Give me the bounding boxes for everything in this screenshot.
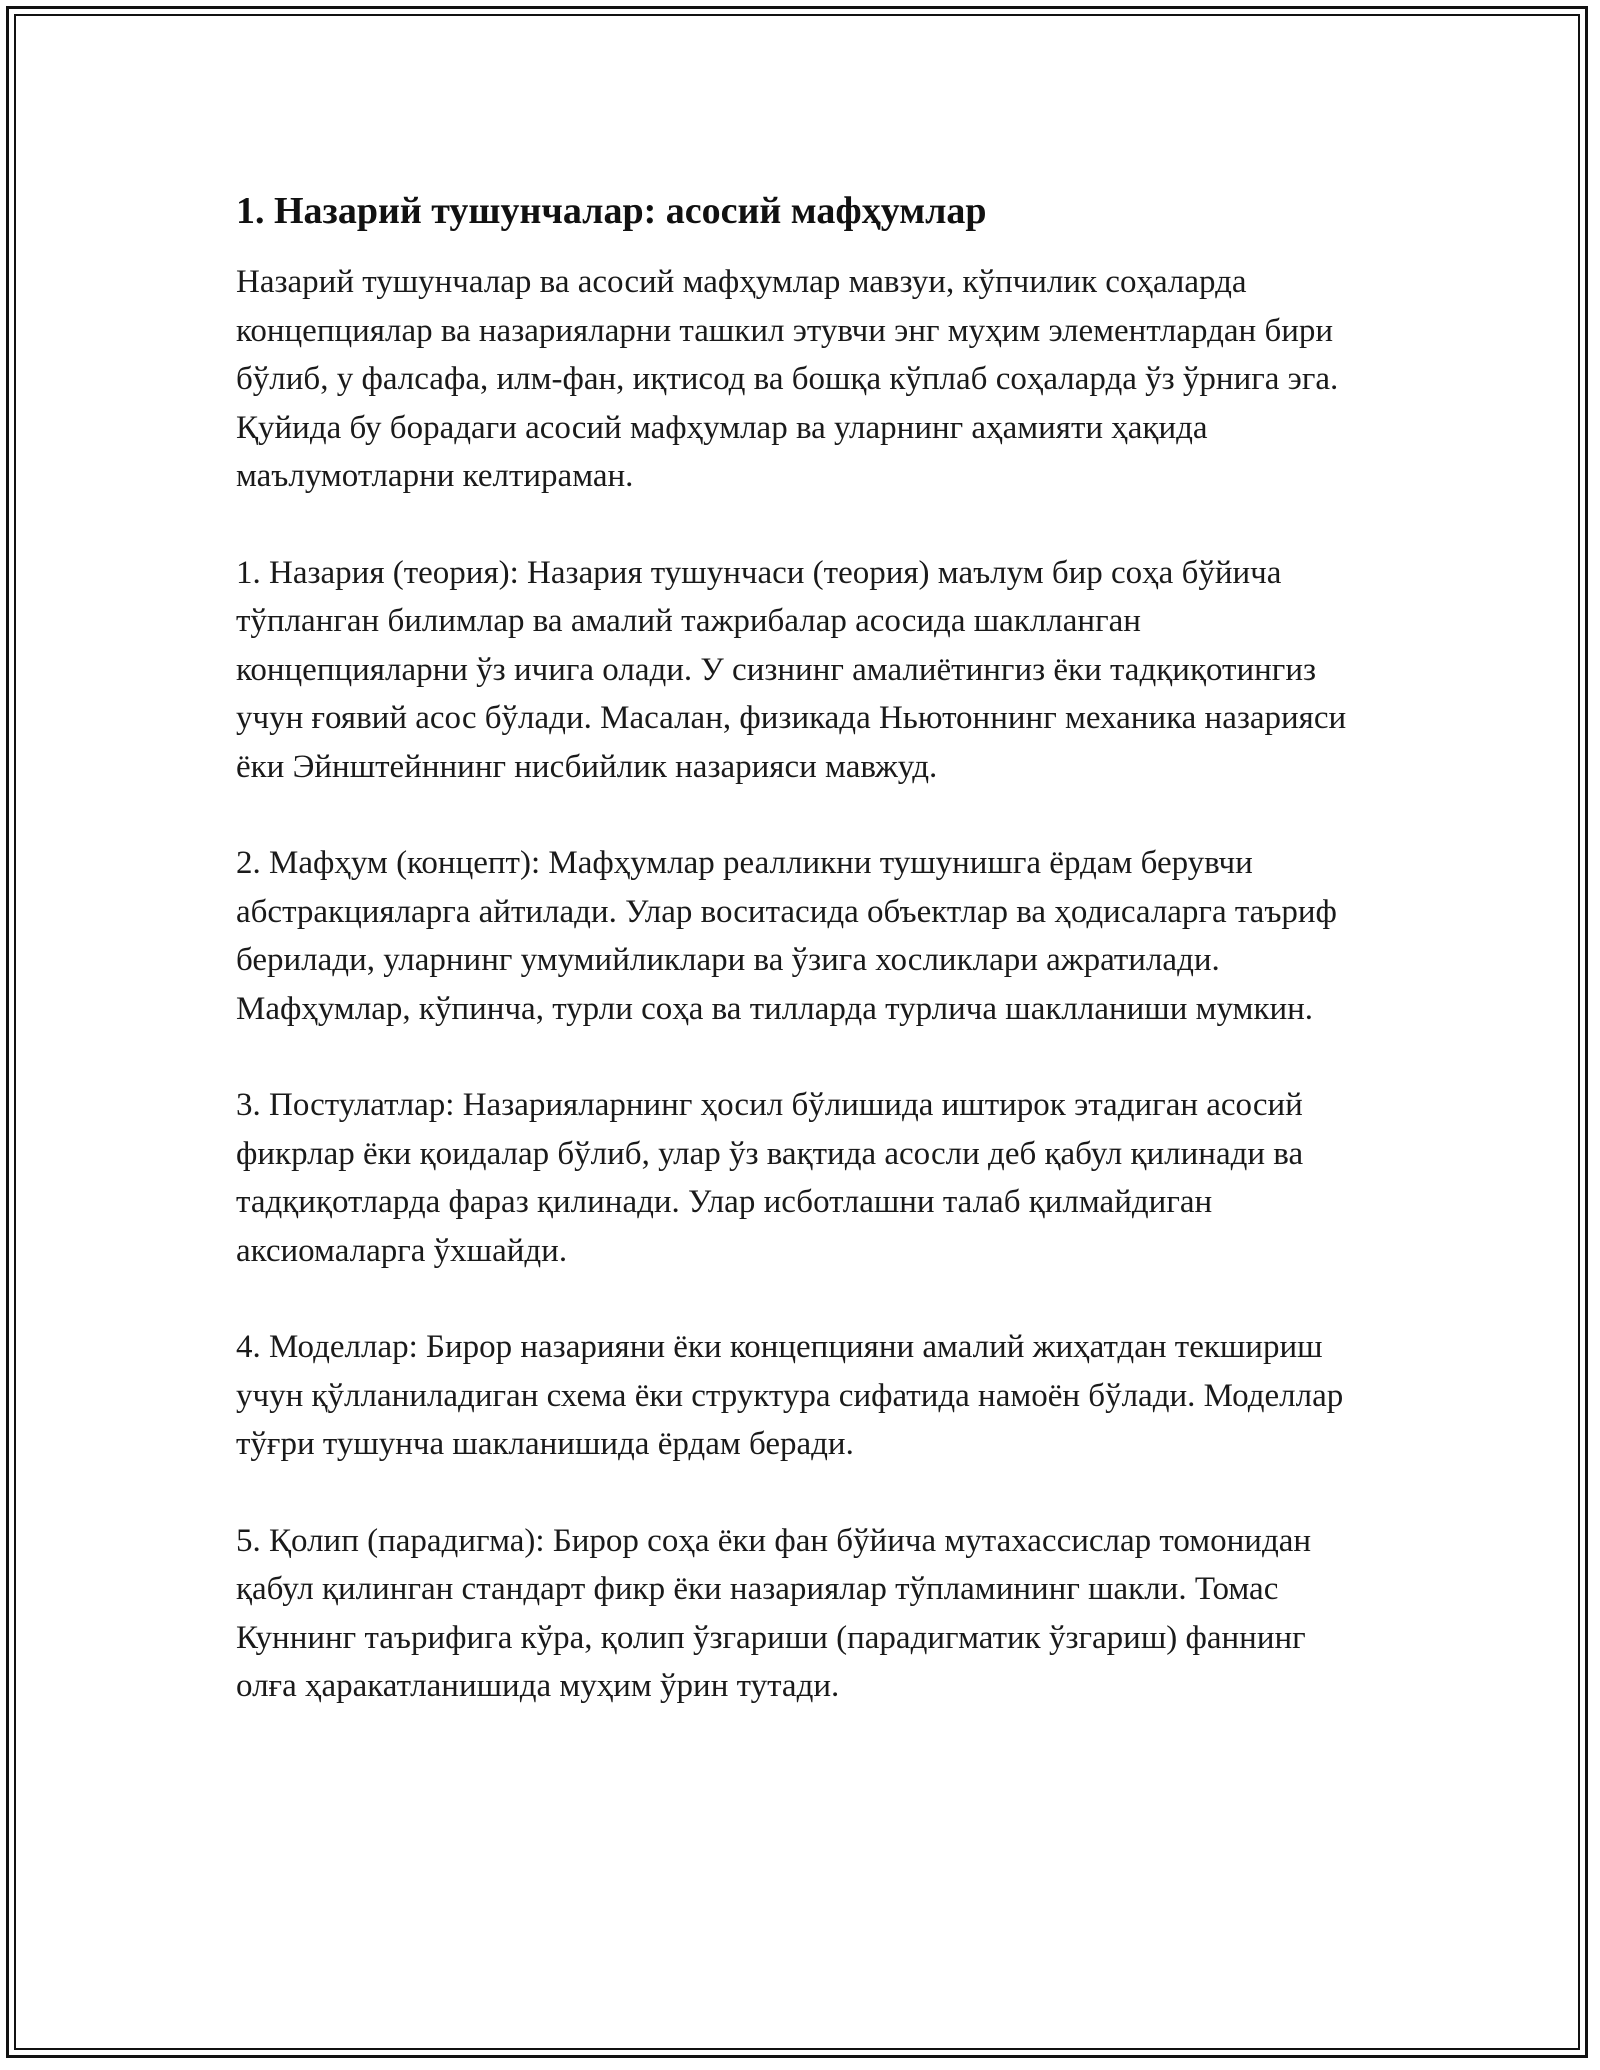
item-concept: 2. Мафҳум (концепт): Мафҳумлар реалликни тушунишга ёрдам берувчи абстракцияларга айтилади. Улар воситасида объектлар ва ҳодисаларга таъриф берилади, уларнинг умумийликлари ва ўзига хосликлари ажратилади. Мафҳумлар, кўпинча, турли соҳа ва тилларда турлича шаклланиши мумкин. xyxy=(236,845,1337,1027)
intro-paragraph: Назарий тушунчалар ва асосий мафҳумлар мавзуи, кўпчилик соҳаларда концепциялар ва назарияларни ташкил этувчи энг муҳим элементлардан бири бўлиб, у фалсафа, илм-фан, иқтисод ва бошқа кўплаб соҳаларда ўз ўрнига эга. Қуйида бу борадаги асосий мафҳумлар ва уларнинг аҳамияти ҳақида маълумотларни келтираман. xyxy=(236,264,1339,494)
document-body xyxy=(236,186,1366,1711)
item-postulates: 3. Постулатлар: Назарияларнинг ҳосил бўлишида иштирок этадиган асосий фикрлар ёки қоидалар бўлиб, улар ўз вақтида асосли деб қабул қилинади ва тадқиқотларда фараз қилинади. Улар исботлашни талаб қилмайдиган аксиомаларга ўхшайди. xyxy=(236,1087,1304,1269)
document-title: 1. Назарий тушунчалар: асосий мафҳумлар xyxy=(236,190,987,232)
item-models: 4. Моделлар: Бирор назарияни ёки концепцияни амалий жиҳатдан текшириш учун қўлланиладиган схема ёки структура сифатида намоён бўлади. Моделлар тўғри тушунча шакланишида ёрдам беради. xyxy=(236,1329,1344,1462)
item-paradigm: 5. Қолип (парадигма): Бирор соҳа ёки фан бўйича мутахассислар томонидан қабул қилинган стандарт фикр ёки назариялар тўпламининг шакли. Томас Куннинг таърифига кўра, қолип ўзгариши (парадигматик ўзгариш) фаннинг олға ҳаракатланишида муҳим ўрин тутади. xyxy=(236,1522,1312,1704)
item-theory: 1. Назария (теория): Назария тушунчаси (теория) маълум бир соҳа бўйича тўпланган билимлар ва амалий тажрибалар асосида шаклланган концепцияларни ўз ичига олади. У сизнинг амалиётингиз ёки тадқиқотингиз учун ғоявий асос бўлади. Масалан, физикада Ньютоннинг механика назарияси ёки Эйнштейннинг нисбийлик назарияси мавжуд. xyxy=(236,554,1347,785)
